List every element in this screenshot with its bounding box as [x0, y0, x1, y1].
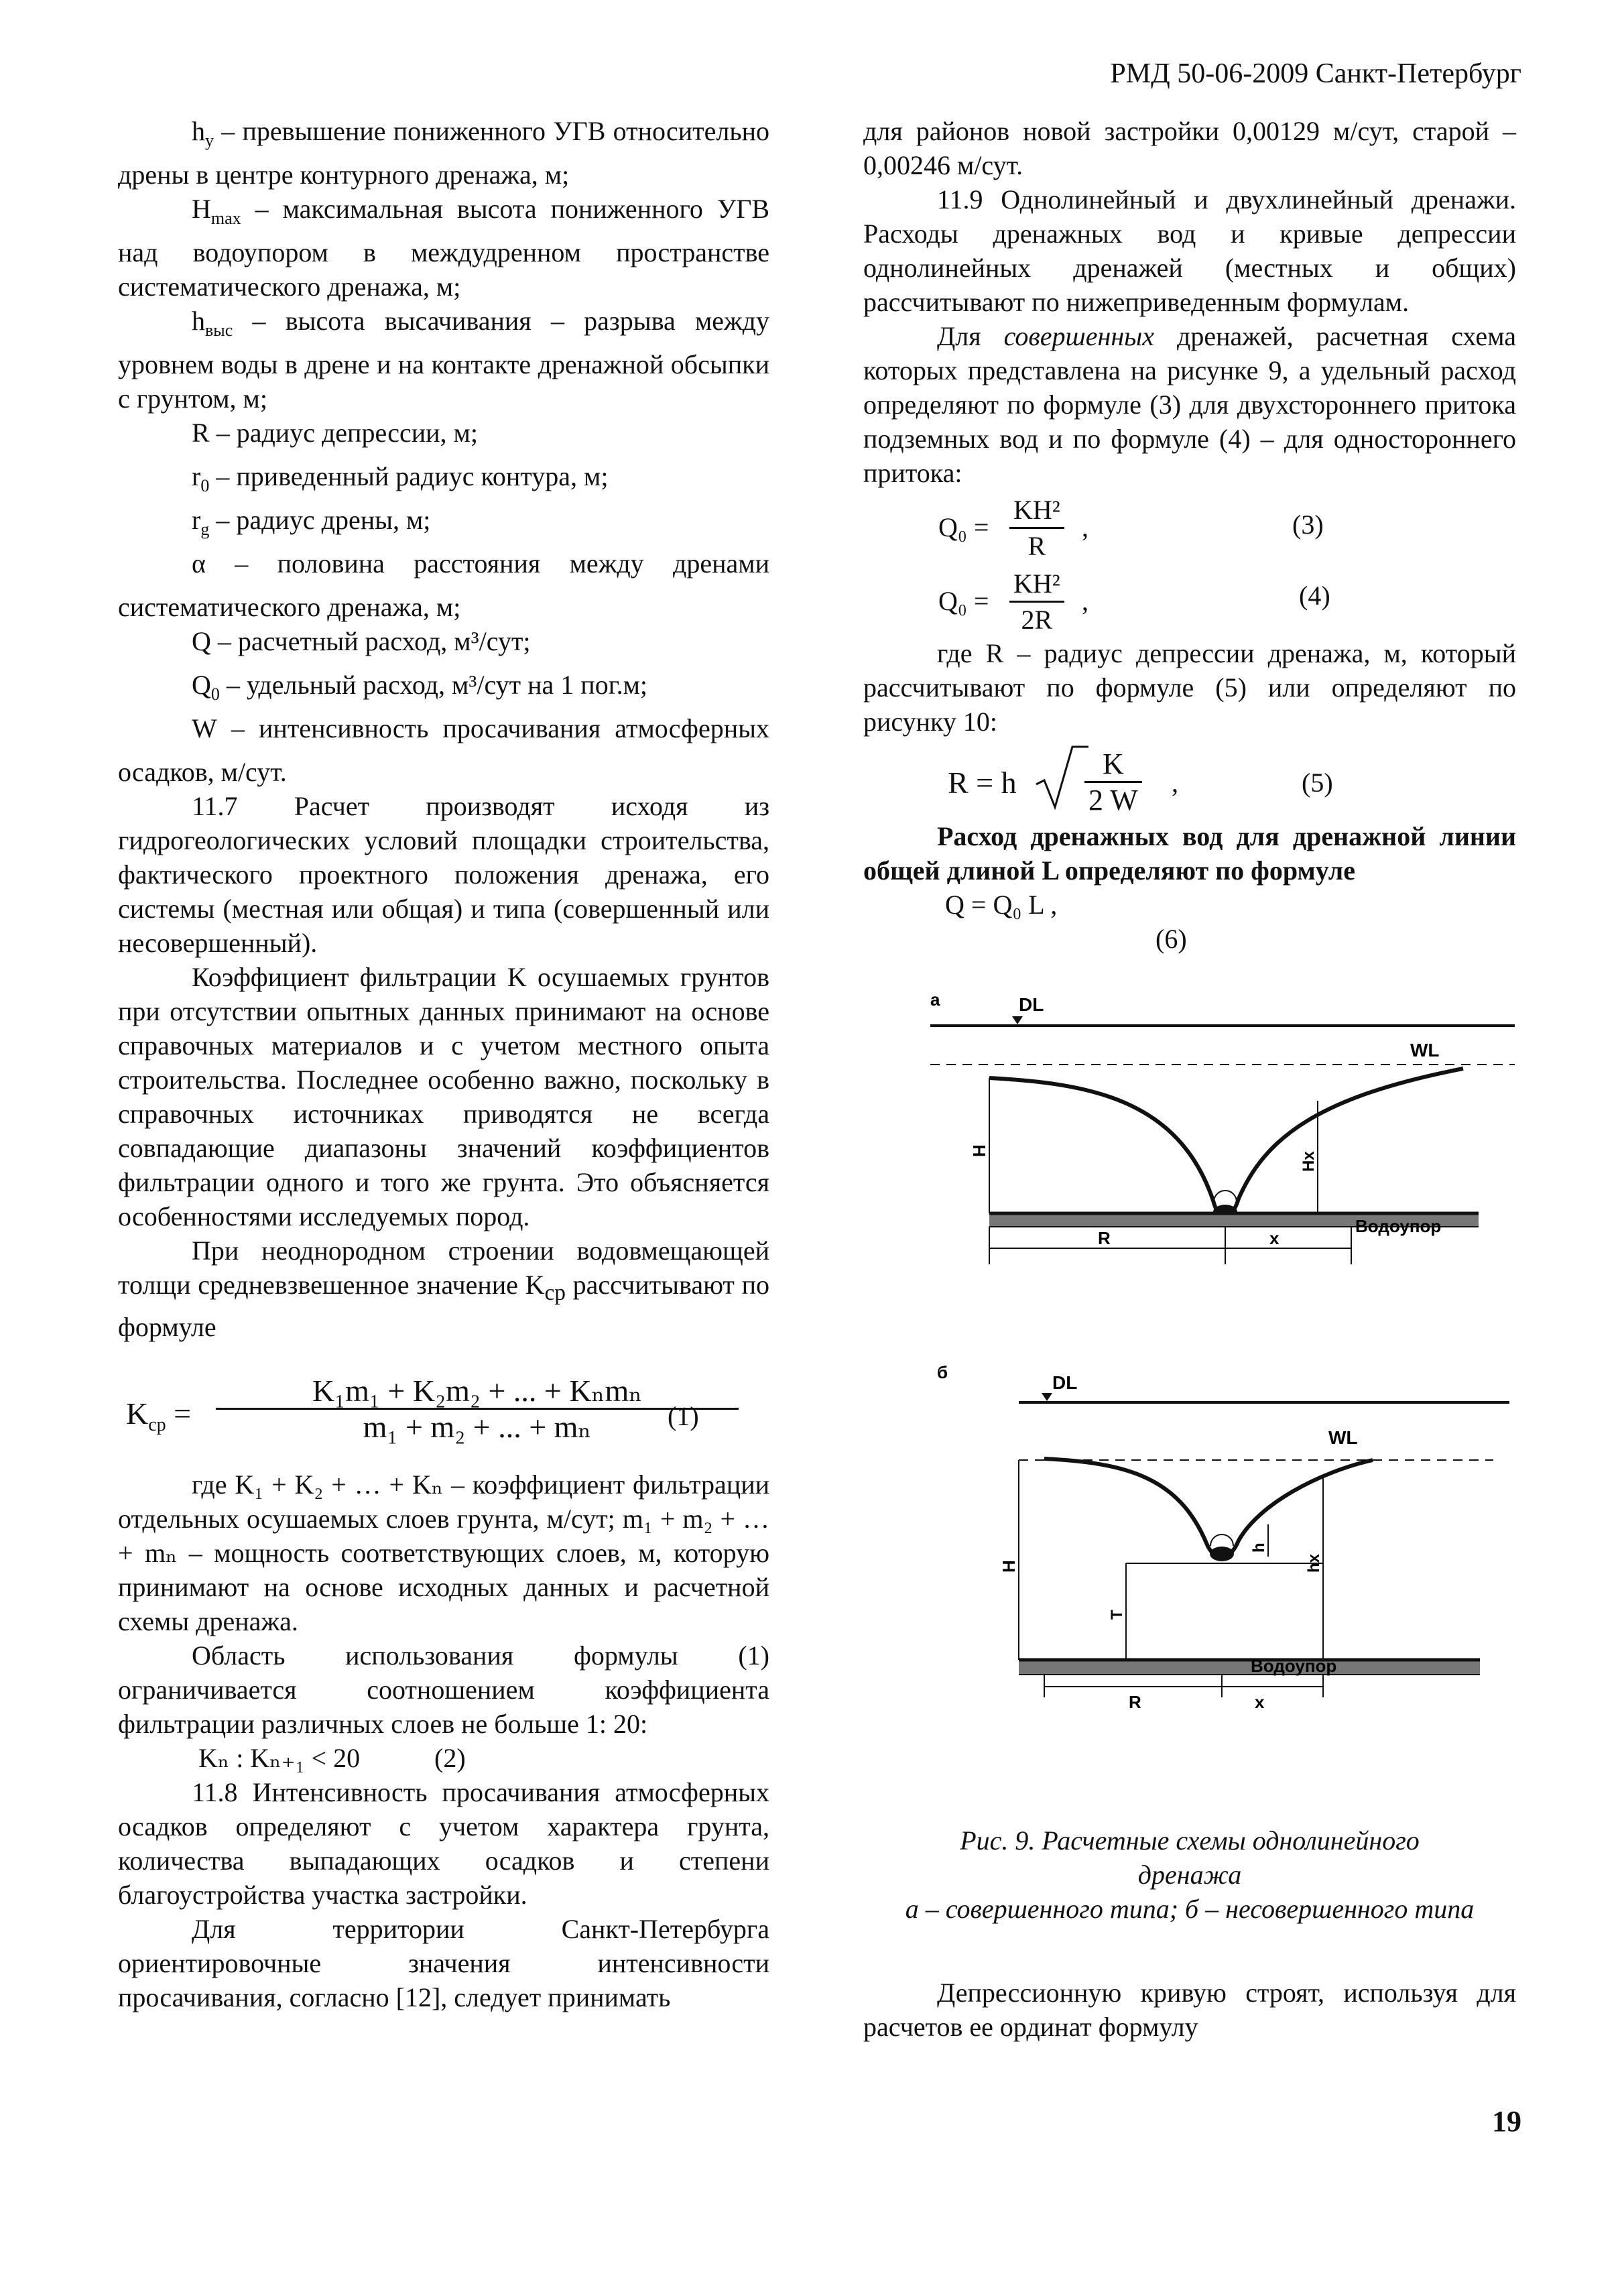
- sqrt-sign: [1035, 743, 1088, 810]
- definition-item: $h_{выс}$ – высота высачивания – разрыва между уровнем воды в дрене и на контакте дренажной обсыпки с грунтом, м;: [118, 306, 769, 414]
- paragraph-flow: Расход дренажных вод для дренажной линии общей длиной L определяют по формуле: [863, 821, 1516, 886]
- equation-4: Q₀ = $\frac{\text{KH²}}{2R}$ , (4): [863, 564, 1516, 636]
- svg-text:а: а: [930, 989, 940, 1010]
- svg-text:DL: DL: [1019, 994, 1044, 1015]
- equation-6: Q = Q₀ L , (6): [945, 890, 1187, 954]
- svg-text:R: R: [1129, 1692, 1141, 1712]
- document-header: РМД 50-06-2009 Санкт-Петербург: [1110, 58, 1521, 89]
- right-column: [863, 114, 1516, 2044]
- definition-item: $r_0$ – приведенный радиус контура, м;: [192, 461, 609, 495]
- paragraph-spb: Для территории Санкт-Петербурга ориентировочные значения интенсивности просачивания, согласно [12], следует принимать: [118, 1914, 769, 2012]
- svg-text:WL: WL: [1328, 1427, 1358, 1448]
- figure-9: [863, 983, 1516, 1827]
- definition-item: $r_g$ – радиус дрены, м;: [192, 505, 431, 539]
- svg-text:R: R: [1098, 1228, 1111, 1248]
- definition-item: α – половина расстояния между дренами систематического дренажа, м;: [118, 548, 769, 622]
- equation-1: $K_{ср}$ = K₁m₁ + K₂m₂ + ... + Kₙmₙ m₁ + m₂ + ... + mₙ (1): [118, 1367, 769, 1467]
- definitions-list: [118, 114, 769, 789]
- paragraph-11-9: 11.9 Однолинейный и двухлинейный дренажи. Расходы дренажных вод и кривые депрессии однолинейных дренажей (местных и общих) рассчитывают по нижеприведенным формулам.: [863, 184, 1516, 317]
- svg-text:H: H: [999, 1560, 1019, 1573]
- equation-1-denominator: m₁ + m₂ + ... + mₙ: [363, 1410, 592, 1444]
- definition-item: $H_{max}$ – максимальная высота пониженного УГВ над водоупором в междудренном пространстве систематического дренажа, м;: [118, 194, 769, 302]
- paragraph-nonuniform: При неоднородном строении водовмещающей толщи средневзвешенное значение $K_{ср}$ рассчитывают по формуле: [118, 1235, 769, 1342]
- left-column: [118, 114, 769, 2014]
- paragraph-where-r: где R – радиус депрессии дренажа, м, который рассчитывают по формуле (5) или определяют по рисунку 10:: [863, 638, 1516, 737]
- definition-item: W – интенсивность просачивания атмосферных осадков, м/сут.: [118, 713, 769, 787]
- paragraph-continuation: для районов новой застройки 0,00129 м/сут, старой – 0,00246 м/сут.: [863, 116, 1516, 180]
- svg-text:x: x: [1269, 1228, 1280, 1248]
- equation-5: R = h $\frac{K}{2 W}$ , (5): [863, 739, 1516, 819]
- svg-text:T: T: [1108, 1610, 1126, 1620]
- definition-item: Q – расчетный расход, м³/сут;: [192, 626, 531, 656]
- paragraph-where-k: где K₁ + K₂ + … + Kₙ – коэффициент фильтрации отдельных осушаемых слоев грунта, м/сут; m₁ + m₂ + … + mₙ – мощность соответствующих слоев, м, которую принимают на основе исходных данных и расчетной схемы дренажа.: [118, 1469, 769, 1636]
- equation-1-numerator: K₁m₁ + K₂m₂ + ... + Kₙmₙ: [216, 1374, 739, 1410]
- paragraph-11-7: 11.7 Расчет производят исходя из гидрогеологических условий площадки строительства, фактического проектного положения дренажа, его системы (местная или общая) и типа (совершенный или несовершенный).: [118, 791, 769, 958]
- svg-text:Hx: Hx: [1300, 1151, 1318, 1172]
- svg-text:DL: DL: [1052, 1372, 1078, 1393]
- definition-item: $Q_0$ – удельный расход, м³/сут на 1 пог.м;: [192, 670, 648, 704]
- page-number: 19: [1492, 2105, 1521, 2138]
- paragraph-filtration-coefficient: Коэффициент фильтрации K осушаемых грунтов при отсутствии опытных данных принимают на основе справочных материалов и с учетом местного опыта строительства. Последнее особенно важно, поскольку в справочных источниках приводятся не всегда совпадающие диапазоны значений коэффициентов фильтрации одного и того же грунта. Это объясняется особенностями исследуемых пород.: [118, 962, 769, 1231]
- paragraph-perfect-drains: Для совершенных дренажей, расчетная схема которых представлена на рисунке 9, а удельный расход определяют по формуле (3) для двухстороннего притока подземных вод и по формуле (4) – для одностороннего притока:: [863, 321, 1516, 488]
- paragraph-curve: Депрессионную кривую строят, используя для расчетов ее ординат формулу: [863, 1978, 1516, 2042]
- definition-item: R – радиус депрессии, м;: [192, 418, 478, 448]
- svg-text:WL: WL: [1410, 1040, 1440, 1061]
- paragraph-area-of-use: Область использования формулы (1) ограничивается соотношением коэффициента фильтрации различных слоев не больше 1: 20:: [118, 1640, 769, 1739]
- svg-text:h: h: [1250, 1543, 1268, 1553]
- figure-9b: [937, 1362, 1509, 1712]
- equation-3: Q₀ = $\frac{\text{KH²}}{R}$ , (3): [863, 490, 1516, 564]
- figure-caption: Рис. 9. Расчетные схемы однолинейного дренажа а – совершенного типа; б – несовершенного типа: [905, 1825, 1475, 1924]
- equation-2: Kₙ : Kₙ₊₁ < 20 (2): [198, 1743, 466, 1773]
- svg-text:Водоупор: Водоупор: [1355, 1216, 1442, 1236]
- svg-text:б: б: [937, 1362, 948, 1382]
- svg-text:x: x: [1255, 1692, 1265, 1712]
- definition-item: $h_у$ – превышение пониженного УГВ относительно дрены в центре контурного дренажа, м;: [118, 116, 769, 190]
- figure-9a: [930, 989, 1515, 1264]
- svg-text:H: H: [969, 1144, 989, 1157]
- svg-text:Водоупор: Водоупор: [1251, 1656, 1337, 1676]
- svg-text:hx: hx: [1305, 1553, 1323, 1573]
- paragraph-11-8: 11.8 Интенсивность просачивания атмосферных осадков определяют с учетом характера грунта, количества выпадающих осадков и степени благоустройства участка застройки.: [118, 1777, 769, 1910]
